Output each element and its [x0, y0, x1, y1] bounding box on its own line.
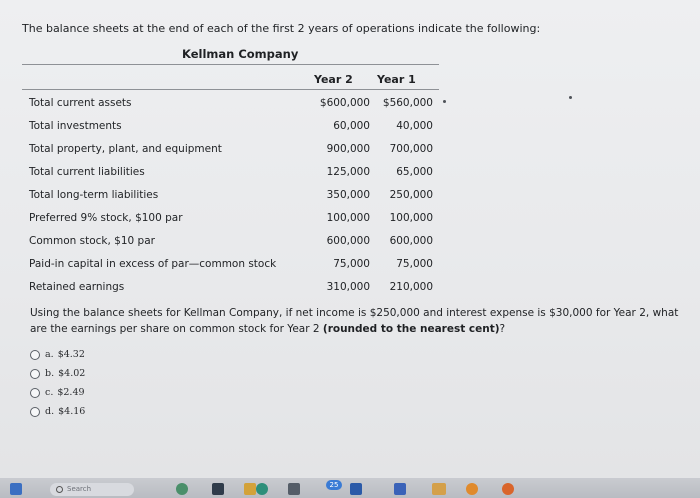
- option-b[interactable]: [30, 364, 85, 383]
- start-icon[interactable]: [10, 483, 22, 495]
- option-c[interactable]: [30, 383, 85, 402]
- row-value-year1: 250,000: [389, 189, 433, 201]
- company-name: Kellman Company: [182, 47, 299, 61]
- option-letter: c.: [45, 387, 54, 398]
- column-header-year1: Year 1: [377, 73, 416, 86]
- app-icon[interactable]: [176, 483, 188, 495]
- app-icon[interactable]: [212, 483, 224, 495]
- question-text: [30, 305, 690, 337]
- option-value: $4.16: [58, 406, 86, 417]
- row-value-year1: 700,000: [389, 143, 433, 155]
- table-row: [0, 212, 700, 228]
- row-value-year1: 100,000: [389, 212, 433, 224]
- row-value-year1: 600,000: [389, 235, 433, 247]
- app-icon[interactable]: [466, 483, 478, 495]
- row-label: Preferred 9% stock, $100 par: [29, 212, 183, 224]
- row-value-year1: 65,000: [396, 166, 433, 178]
- row-label: Total current assets: [29, 97, 132, 109]
- table-row: [0, 120, 700, 136]
- option-value: $4.02: [58, 368, 86, 379]
- radio-icon[interactable]: [30, 369, 40, 379]
- row-value-year2: 60,000: [333, 120, 370, 132]
- option-a[interactable]: [30, 345, 85, 364]
- notification-badge: 25: [326, 480, 342, 490]
- row-value-year2: $600,000: [319, 97, 370, 109]
- option-letter: b.: [45, 368, 55, 379]
- word-icon[interactable]: [350, 483, 362, 495]
- app-icon[interactable]: [244, 483, 256, 495]
- option-letter: d.: [45, 406, 55, 417]
- taskbar-search[interactable]: [50, 483, 134, 496]
- row-value-year2: 310,000: [326, 281, 370, 293]
- row-value-year2: 100,000: [326, 212, 370, 224]
- row-label: Total investments: [29, 120, 122, 132]
- app-icon[interactable]: [256, 483, 268, 495]
- row-label: Common stock, $10 par: [29, 235, 155, 247]
- column-header-year2: Year 2: [314, 73, 353, 86]
- taskbar: [0, 478, 700, 498]
- radio-icon[interactable]: [30, 407, 40, 417]
- app-icon[interactable]: [502, 483, 514, 495]
- row-label: Paid-in capital in excess of par—common stock: [29, 258, 277, 270]
- row-label: Total property, plant, and equipment: [29, 143, 222, 155]
- app-icon[interactable]: [394, 483, 406, 495]
- table-row: [0, 143, 700, 159]
- row-value-year1: 210,000: [389, 281, 433, 293]
- table-row: [0, 281, 700, 297]
- table-row: [0, 189, 700, 205]
- question-intro: The balance sheets at the end of each of the first 2 years of operations indicate the following:: [22, 22, 541, 35]
- column-header-rule: [22, 89, 439, 90]
- option-value: $2.49: [57, 387, 85, 398]
- row-label: Total long-term liabilities: [29, 189, 159, 201]
- table-row: [0, 235, 700, 251]
- row-value-year1: 40,000: [396, 120, 433, 132]
- row-value-year2: 350,000: [326, 189, 370, 201]
- option-letter: a.: [45, 349, 54, 360]
- answer-options: [30, 345, 85, 421]
- question-emphasis: (rounded to the nearest cent): [322, 323, 500, 335]
- row-value-year2: 75,000: [333, 258, 370, 270]
- stray-mark: [443, 100, 446, 103]
- table-row: [0, 258, 700, 274]
- option-value: $4.32: [57, 349, 85, 360]
- radio-icon[interactable]: [30, 350, 40, 360]
- search-icon: [56, 486, 63, 493]
- radio-icon[interactable]: [30, 388, 40, 398]
- table-row: [0, 97, 700, 113]
- row-value-year2: 900,000: [326, 143, 370, 155]
- row-value-year1: $560,000: [382, 97, 433, 109]
- row-value-year1: 75,000: [396, 258, 433, 270]
- row-value-year2: 125,000: [326, 166, 370, 178]
- row-value-year2: 600,000: [326, 235, 370, 247]
- search-placeholder: Search: [67, 485, 92, 493]
- app-icon[interactable]: [432, 483, 446, 495]
- stray-mark: [569, 96, 572, 99]
- question-end: ?: [499, 323, 506, 335]
- question-body: Using the balance sheets for Kellman Company, if net income is $250,000 and interest expense is $30,000 for Year 2, what are the earnings per share on common stock for Year 2: [30, 307, 679, 335]
- table-row: [0, 166, 700, 182]
- app-icon[interactable]: [288, 483, 300, 495]
- row-label: Total current liabilities: [29, 166, 145, 178]
- row-label: Retained earnings: [29, 281, 125, 293]
- option-d[interactable]: [30, 402, 85, 421]
- header-rule: [22, 64, 439, 65]
